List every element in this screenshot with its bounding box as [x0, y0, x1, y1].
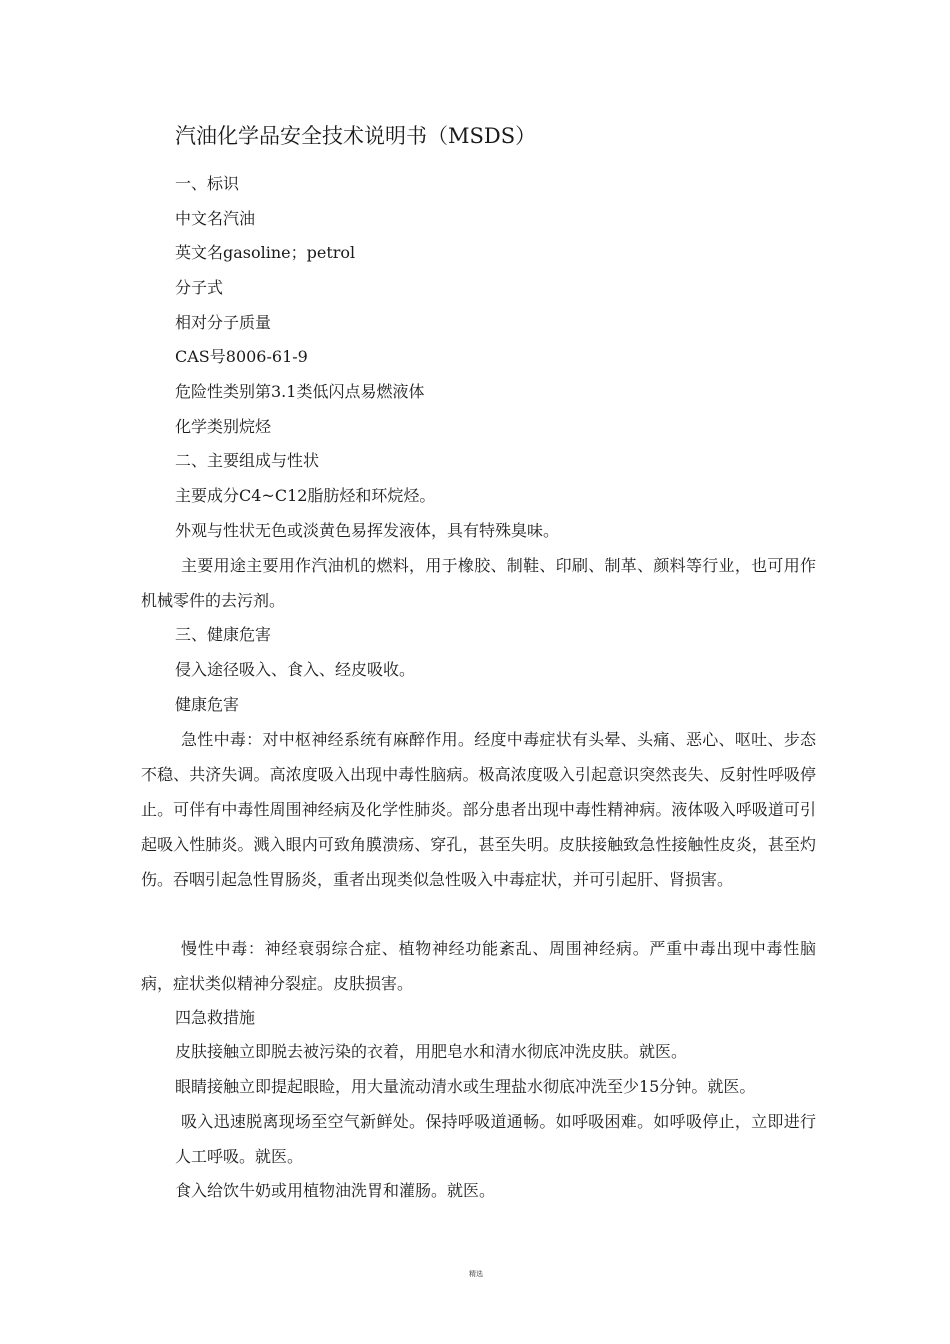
chinese-name-line: 中文名汽油	[175, 209, 256, 228]
skin-contact-line: 皮肤接触立即脱去被污染的衣着，用肥皂水和清水彻底冲洗皮肤。就医。	[175, 1042, 688, 1061]
acute-poisoning-paragraph: 急性中毒：对中枢神经系统有麻醉作用。经度中毒症状有头晕、头痛、恶心、呕吐、步态不稳、共济失调。高浓度吸入出现中毒性脑病。极高浓度吸入引起意识突然丧失、反射性呼吸停止。可伴有中毒性周围神经病及化学性肺炎。部分患者出现中毒性精神病。液体吸入呼吸道可引起吸入性肺炎。溅入眼内可致角膜溃疡、穿孔，甚至失明。皮肤接触致急性接触性皮炎，甚至灼伤。吞咽引起急性胃肠炎，重者出现类似急性吸入中毒症状，并可引起肝、肾损害。	[141, 730, 816, 889]
inhalation-paragraph: 吸入迅速脱离现场至空气新鲜处。保持呼吸道通畅。如呼吸困难。如呼吸停止，立即进行人工呼吸。就医。	[175, 1112, 816, 1166]
chemical-class-line: 化学类别烷烃	[175, 417, 272, 436]
route-of-entry-line: 侵入途径吸入、食入、经皮吸收。	[175, 660, 416, 679]
section-heading-identification: 一、标识	[175, 174, 240, 193]
cas-number-line: CAS号8006-61-9	[175, 347, 308, 366]
section-heading-first-aid: 四急救措施	[175, 1008, 256, 1027]
health-hazard-label: 健康危害	[175, 695, 240, 714]
usage-paragraph: 主要用途主要用作汽油机的燃料，用于橡胶、制鞋、印刷、制革、颜料等行业，也可用作机械零件的去污剂。	[141, 556, 816, 610]
section-heading-health: 三、健康危害	[175, 625, 272, 644]
section-heading-composition: 二、主要组成与性状	[175, 451, 320, 470]
main-components-line: 主要成分C4~C12脂肪烃和环烷烃。	[175, 486, 436, 505]
ingestion-line: 食入给饮牛奶或用植物油洗胃和灌肠。就医。	[175, 1181, 496, 1200]
molecular-formula-line: 分子式	[175, 278, 224, 297]
molecular-weight-line: 相对分子质量	[175, 313, 272, 332]
hazard-class-line: 危险性类别第3.1类低闪点易燃液体	[175, 382, 425, 401]
page-footer: 精选	[469, 1270, 483, 1278]
appearance-line: 外观与性状无色或淡黄色易挥发液体，具有特殊臭味。	[175, 521, 560, 540]
english-name-line: 英文名gasoline；petrol	[175, 243, 356, 262]
eye-contact-line: 眼睛接触立即提起眼睑，用大量流动清水或生理盐水彻底冲洗至少15分钟。就医。	[175, 1077, 756, 1096]
chronic-poisoning-paragraph: 慢性中毒：神经衰弱综合症、植物神经功能紊乱、周围神经病。严重中毒出现中毒性脑病，症状类似精神分裂症。皮肤损害。	[141, 939, 816, 993]
document-title: 汽油化学品安全技术说明书（MSDS）	[175, 124, 537, 148]
